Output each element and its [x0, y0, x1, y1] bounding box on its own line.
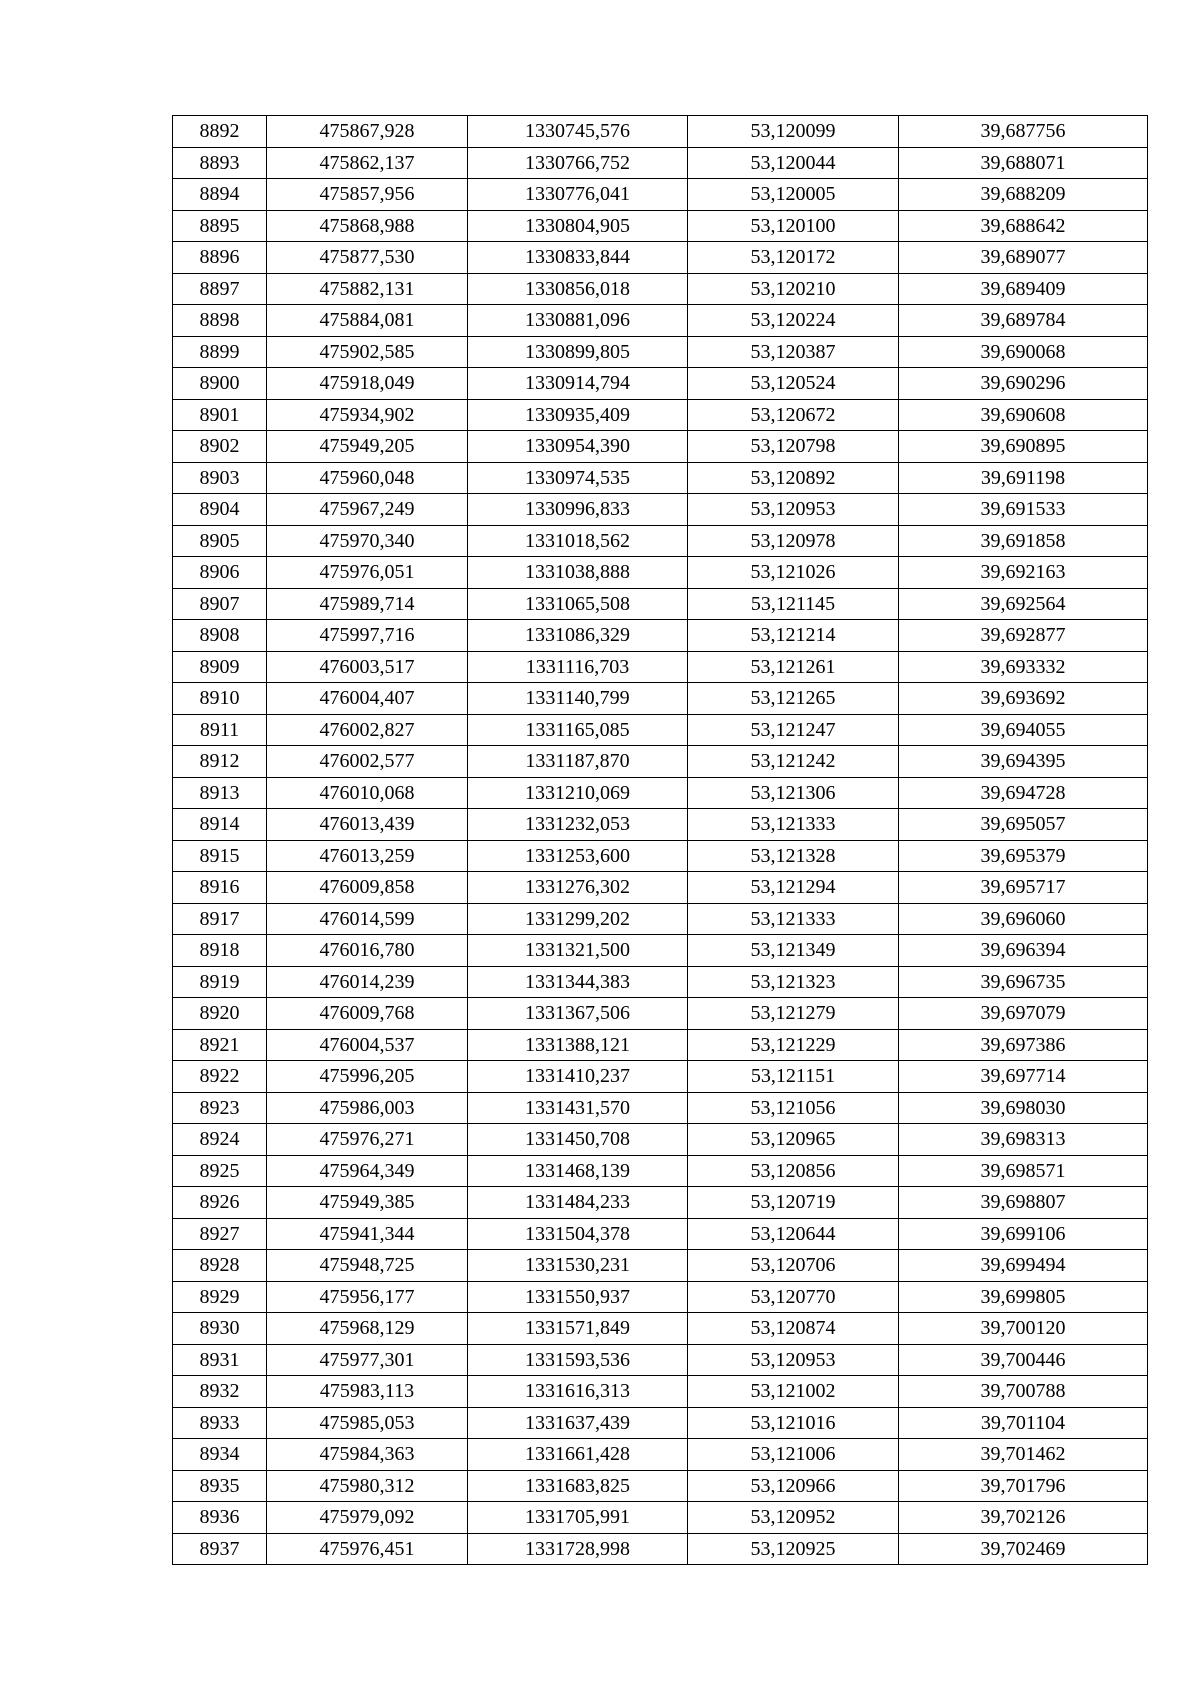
- table-row: [173, 242, 1148, 274]
- longitude-cell: 39,689784: [899, 305, 1148, 337]
- y-coordinate-cell: 1331344,383: [468, 966, 688, 998]
- longitude-cell: 39,688209: [899, 179, 1148, 211]
- latitude-cell: 53,120387: [688, 336, 899, 368]
- y-coordinate-cell: 1331187,870: [468, 746, 688, 778]
- y-coordinate-cell: 1331431,570: [468, 1092, 688, 1124]
- y-coordinate-cell: 1331086,329: [468, 620, 688, 652]
- table-row: [173, 1313, 1148, 1345]
- longitude-cell: 39,694728: [899, 777, 1148, 809]
- point-number-cell: 8912: [173, 746, 267, 778]
- y-coordinate-cell: 1331410,237: [468, 1061, 688, 1093]
- x-coordinate-cell: 475882,131: [267, 273, 468, 305]
- x-coordinate-cell: 475956,177: [267, 1281, 468, 1313]
- y-coordinate-cell: 1331165,085: [468, 714, 688, 746]
- x-coordinate-cell: 475877,530: [267, 242, 468, 274]
- x-coordinate-cell: 475996,205: [267, 1061, 468, 1093]
- longitude-cell: 39,687756: [899, 116, 1148, 148]
- latitude-cell: 53,121265: [688, 683, 899, 715]
- table-row: [173, 840, 1148, 872]
- table-row: [173, 273, 1148, 305]
- latitude-cell: 53,121145: [688, 588, 899, 620]
- point-number-cell: 8892: [173, 116, 267, 148]
- table-row: [173, 147, 1148, 179]
- y-coordinate-cell: 1331484,233: [468, 1187, 688, 1219]
- x-coordinate-cell: 476014,239: [267, 966, 468, 998]
- point-number-cell: 8897: [173, 273, 267, 305]
- y-coordinate-cell: 1330766,752: [468, 147, 688, 179]
- y-coordinate-cell: 1331571,849: [468, 1313, 688, 1345]
- y-coordinate-cell: 1330856,018: [468, 273, 688, 305]
- table-row: [173, 714, 1148, 746]
- latitude-cell: 53,120100: [688, 210, 899, 242]
- x-coordinate-cell: 475985,053: [267, 1407, 468, 1439]
- coordinates-table: [172, 115, 1148, 1565]
- table-row: [173, 1407, 1148, 1439]
- longitude-cell: 39,697386: [899, 1029, 1148, 1061]
- x-coordinate-cell: 475976,271: [267, 1124, 468, 1156]
- y-coordinate-cell: 1331661,428: [468, 1439, 688, 1471]
- longitude-cell: 39,692163: [899, 557, 1148, 589]
- longitude-cell: 39,702469: [899, 1533, 1148, 1565]
- longitude-cell: 39,701462: [899, 1439, 1148, 1471]
- longitude-cell: 39,691858: [899, 525, 1148, 557]
- longitude-cell: 39,701796: [899, 1470, 1148, 1502]
- latitude-cell: 53,120099: [688, 116, 899, 148]
- x-coordinate-cell: 476009,858: [267, 872, 468, 904]
- x-coordinate-cell: 476002,827: [267, 714, 468, 746]
- table-row: [173, 1281, 1148, 1313]
- point-number-cell: 8934: [173, 1439, 267, 1471]
- table-row: [173, 494, 1148, 526]
- y-coordinate-cell: 1331468,139: [468, 1155, 688, 1187]
- point-number-cell: 8910: [173, 683, 267, 715]
- point-number-cell: 8920: [173, 998, 267, 1030]
- point-number-cell: 8896: [173, 242, 267, 274]
- table-row: [173, 1533, 1148, 1565]
- point-number-cell: 8918: [173, 935, 267, 967]
- latitude-cell: 53,121002: [688, 1376, 899, 1408]
- table-row: [173, 1250, 1148, 1282]
- point-number-cell: 8903: [173, 462, 267, 494]
- latitude-cell: 53,121294: [688, 872, 899, 904]
- x-coordinate-cell: 476003,517: [267, 651, 468, 683]
- x-coordinate-cell: 475918,049: [267, 368, 468, 400]
- y-coordinate-cell: 1331018,562: [468, 525, 688, 557]
- table-row: [173, 1470, 1148, 1502]
- y-coordinate-cell: 1331705,991: [468, 1502, 688, 1534]
- table-row: [173, 966, 1148, 998]
- latitude-cell: 53,120672: [688, 399, 899, 431]
- latitude-cell: 53,120172: [688, 242, 899, 274]
- latitude-cell: 53,120953: [688, 494, 899, 526]
- latitude-cell: 53,120856: [688, 1155, 899, 1187]
- x-coordinate-cell: 475968,129: [267, 1313, 468, 1345]
- x-coordinate-cell: 475989,714: [267, 588, 468, 620]
- point-number-cell: 8902: [173, 431, 267, 463]
- y-coordinate-cell: 1331038,888: [468, 557, 688, 589]
- table-row: [173, 179, 1148, 211]
- y-coordinate-cell: 1330954,390: [468, 431, 688, 463]
- table-row: [173, 210, 1148, 242]
- y-coordinate-cell: 1330996,833: [468, 494, 688, 526]
- x-coordinate-cell: 475986,003: [267, 1092, 468, 1124]
- table-row: [173, 525, 1148, 557]
- table-row: [173, 305, 1148, 337]
- point-number-cell: 8926: [173, 1187, 267, 1219]
- longitude-cell: 39,692877: [899, 620, 1148, 652]
- table-row: [173, 746, 1148, 778]
- y-coordinate-cell: 1330804,905: [468, 210, 688, 242]
- point-number-cell: 8915: [173, 840, 267, 872]
- latitude-cell: 53,121247: [688, 714, 899, 746]
- longitude-cell: 39,693692: [899, 683, 1148, 715]
- x-coordinate-cell: 475868,988: [267, 210, 468, 242]
- x-coordinate-cell: 475948,725: [267, 1250, 468, 1282]
- table-row: [173, 462, 1148, 494]
- point-number-cell: 8937: [173, 1533, 267, 1565]
- y-coordinate-cell: 1330881,096: [468, 305, 688, 337]
- longitude-cell: 39,689409: [899, 273, 1148, 305]
- longitude-cell: 39,697079: [899, 998, 1148, 1030]
- y-coordinate-cell: 1330745,576: [468, 116, 688, 148]
- table-row: [173, 683, 1148, 715]
- latitude-cell: 53,121323: [688, 966, 899, 998]
- point-number-cell: 8899: [173, 336, 267, 368]
- table-row: [173, 777, 1148, 809]
- x-coordinate-cell: 475983,113: [267, 1376, 468, 1408]
- longitude-cell: 39,692564: [899, 588, 1148, 620]
- y-coordinate-cell: 1331616,313: [468, 1376, 688, 1408]
- point-number-cell: 8921: [173, 1029, 267, 1061]
- x-coordinate-cell: 476010,068: [267, 777, 468, 809]
- point-number-cell: 8935: [173, 1470, 267, 1502]
- latitude-cell: 53,120210: [688, 273, 899, 305]
- longitude-cell: 39,701104: [899, 1407, 1148, 1439]
- point-number-cell: 8923: [173, 1092, 267, 1124]
- y-coordinate-cell: 1331299,202: [468, 903, 688, 935]
- table-row: [173, 809, 1148, 841]
- longitude-cell: 39,698313: [899, 1124, 1148, 1156]
- y-coordinate-cell: 1330833,844: [468, 242, 688, 274]
- table-row: [173, 557, 1148, 589]
- longitude-cell: 39,693332: [899, 651, 1148, 683]
- longitude-cell: 39,697714: [899, 1061, 1148, 1093]
- point-number-cell: 8898: [173, 305, 267, 337]
- table-row: [173, 651, 1148, 683]
- point-number-cell: 8906: [173, 557, 267, 589]
- latitude-cell: 53,120874: [688, 1313, 899, 1345]
- latitude-cell: 53,120978: [688, 525, 899, 557]
- longitude-cell: 39,691533: [899, 494, 1148, 526]
- x-coordinate-cell: 476002,577: [267, 746, 468, 778]
- latitude-cell: 53,121333: [688, 809, 899, 841]
- latitude-cell: 53,120770: [688, 1281, 899, 1313]
- x-coordinate-cell: 475979,092: [267, 1502, 468, 1534]
- latitude-cell: 53,120644: [688, 1218, 899, 1250]
- latitude-cell: 53,121026: [688, 557, 899, 589]
- longitude-cell: 39,694395: [899, 746, 1148, 778]
- x-coordinate-cell: 476004,407: [267, 683, 468, 715]
- longitude-cell: 39,690895: [899, 431, 1148, 463]
- x-coordinate-cell: 476013,439: [267, 809, 468, 841]
- point-number-cell: 8909: [173, 651, 267, 683]
- table-row: [173, 1344, 1148, 1376]
- longitude-cell: 39,688071: [899, 147, 1148, 179]
- point-number-cell: 8913: [173, 777, 267, 809]
- table-row: [173, 1502, 1148, 1534]
- latitude-cell: 53,120524: [688, 368, 899, 400]
- point-number-cell: 8914: [173, 809, 267, 841]
- point-number-cell: 8930: [173, 1313, 267, 1345]
- table-row: [173, 1124, 1148, 1156]
- point-number-cell: 8922: [173, 1061, 267, 1093]
- y-coordinate-cell: 1331210,069: [468, 777, 688, 809]
- latitude-cell: 53,121261: [688, 651, 899, 683]
- y-coordinate-cell: 1330899,805: [468, 336, 688, 368]
- x-coordinate-cell: 476009,768: [267, 998, 468, 1030]
- latitude-cell: 53,120925: [688, 1533, 899, 1565]
- latitude-cell: 53,120706: [688, 1250, 899, 1282]
- table-row: [173, 1061, 1148, 1093]
- y-coordinate-cell: 1331253,600: [468, 840, 688, 872]
- x-coordinate-cell: 475977,301: [267, 1344, 468, 1376]
- point-number-cell: 8901: [173, 399, 267, 431]
- table-row: [173, 116, 1148, 148]
- point-number-cell: 8905: [173, 525, 267, 557]
- table-row: [173, 1155, 1148, 1187]
- table-row: [173, 935, 1148, 967]
- longitude-cell: 39,691198: [899, 462, 1148, 494]
- y-coordinate-cell: 1331065,508: [468, 588, 688, 620]
- x-coordinate-cell: 475902,585: [267, 336, 468, 368]
- x-coordinate-cell: 475964,349: [267, 1155, 468, 1187]
- longitude-cell: 39,700120: [899, 1313, 1148, 1345]
- y-coordinate-cell: 1331276,302: [468, 872, 688, 904]
- table-row: [173, 1439, 1148, 1471]
- point-number-cell: 8908: [173, 620, 267, 652]
- longitude-cell: 39,690608: [899, 399, 1148, 431]
- latitude-cell: 53,120224: [688, 305, 899, 337]
- point-number-cell: 8916: [173, 872, 267, 904]
- x-coordinate-cell: 475997,716: [267, 620, 468, 652]
- longitude-cell: 39,702126: [899, 1502, 1148, 1534]
- point-number-cell: 8907: [173, 588, 267, 620]
- y-coordinate-cell: 1331683,825: [468, 1470, 688, 1502]
- point-number-cell: 8929: [173, 1281, 267, 1313]
- latitude-cell: 53,121242: [688, 746, 899, 778]
- longitude-cell: 39,696060: [899, 903, 1148, 935]
- latitude-cell: 53,121279: [688, 998, 899, 1030]
- table-row: [173, 903, 1148, 935]
- table-row: [173, 431, 1148, 463]
- x-coordinate-cell: 476004,537: [267, 1029, 468, 1061]
- latitude-cell: 53,120005: [688, 179, 899, 211]
- point-number-cell: 8924: [173, 1124, 267, 1156]
- latitude-cell: 53,120952: [688, 1502, 899, 1534]
- y-coordinate-cell: 1330914,794: [468, 368, 688, 400]
- point-number-cell: 8904: [173, 494, 267, 526]
- point-number-cell: 8895: [173, 210, 267, 242]
- x-coordinate-cell: 476016,780: [267, 935, 468, 967]
- x-coordinate-cell: 475867,928: [267, 116, 468, 148]
- longitude-cell: 39,698030: [899, 1092, 1148, 1124]
- latitude-cell: 53,121056: [688, 1092, 899, 1124]
- point-number-cell: 8932: [173, 1376, 267, 1408]
- longitude-cell: 39,690068: [899, 336, 1148, 368]
- point-number-cell: 8900: [173, 368, 267, 400]
- coordinates-table-body: [173, 116, 1148, 1565]
- latitude-cell: 53,121151: [688, 1061, 899, 1093]
- table-row: [173, 1092, 1148, 1124]
- y-coordinate-cell: 1330974,535: [468, 462, 688, 494]
- latitude-cell: 53,120719: [688, 1187, 899, 1219]
- latitude-cell: 53,120798: [688, 431, 899, 463]
- y-coordinate-cell: 1331530,231: [468, 1250, 688, 1282]
- latitude-cell: 53,121333: [688, 903, 899, 935]
- table-row: [173, 998, 1148, 1030]
- longitude-cell: 39,696394: [899, 935, 1148, 967]
- y-coordinate-cell: 1331388,121: [468, 1029, 688, 1061]
- y-coordinate-cell: 1331140,799: [468, 683, 688, 715]
- latitude-cell: 53,120966: [688, 1470, 899, 1502]
- latitude-cell: 53,121016: [688, 1407, 899, 1439]
- latitude-cell: 53,121214: [688, 620, 899, 652]
- x-coordinate-cell: 475949,385: [267, 1187, 468, 1219]
- x-coordinate-cell: 475976,451: [267, 1533, 468, 1565]
- x-coordinate-cell: 475984,363: [267, 1439, 468, 1471]
- longitude-cell: 39,698571: [899, 1155, 1148, 1187]
- latitude-cell: 53,120044: [688, 147, 899, 179]
- point-number-cell: 8893: [173, 147, 267, 179]
- point-number-cell: 8936: [173, 1502, 267, 1534]
- x-coordinate-cell: 475976,051: [267, 557, 468, 589]
- latitude-cell: 53,120965: [688, 1124, 899, 1156]
- longitude-cell: 39,699805: [899, 1281, 1148, 1313]
- longitude-cell: 39,689077: [899, 242, 1148, 274]
- longitude-cell: 39,700788: [899, 1376, 1148, 1408]
- point-number-cell: 8933: [173, 1407, 267, 1439]
- y-coordinate-cell: 1330935,409: [468, 399, 688, 431]
- longitude-cell: 39,688642: [899, 210, 1148, 242]
- point-number-cell: 8894: [173, 179, 267, 211]
- x-coordinate-cell: 475941,344: [267, 1218, 468, 1250]
- longitude-cell: 39,700446: [899, 1344, 1148, 1376]
- longitude-cell: 39,690296: [899, 368, 1148, 400]
- y-coordinate-cell: 1331232,053: [468, 809, 688, 841]
- point-number-cell: 8928: [173, 1250, 267, 1282]
- table-row: [173, 1187, 1148, 1219]
- table-row: [173, 872, 1148, 904]
- x-coordinate-cell: 475857,956: [267, 179, 468, 211]
- y-coordinate-cell: 1331504,378: [468, 1218, 688, 1250]
- x-coordinate-cell: 476014,599: [267, 903, 468, 935]
- latitude-cell: 53,121306: [688, 777, 899, 809]
- point-number-cell: 8927: [173, 1218, 267, 1250]
- x-coordinate-cell: 475967,249: [267, 494, 468, 526]
- latitude-cell: 53,121349: [688, 935, 899, 967]
- y-coordinate-cell: 1331637,439: [468, 1407, 688, 1439]
- longitude-cell: 39,694055: [899, 714, 1148, 746]
- longitude-cell: 39,699106: [899, 1218, 1148, 1250]
- x-coordinate-cell: 475980,312: [267, 1470, 468, 1502]
- point-number-cell: 8917: [173, 903, 267, 935]
- y-coordinate-cell: 1331550,937: [468, 1281, 688, 1313]
- latitude-cell: 53,121229: [688, 1029, 899, 1061]
- y-coordinate-cell: 1331116,703: [468, 651, 688, 683]
- latitude-cell: 53,121328: [688, 840, 899, 872]
- table-row: [173, 620, 1148, 652]
- x-coordinate-cell: 475949,205: [267, 431, 468, 463]
- longitude-cell: 39,695057: [899, 809, 1148, 841]
- x-coordinate-cell: 475970,340: [267, 525, 468, 557]
- table-row: [173, 588, 1148, 620]
- point-number-cell: 8931: [173, 1344, 267, 1376]
- table-row: [173, 1029, 1148, 1061]
- y-coordinate-cell: 1330776,041: [468, 179, 688, 211]
- y-coordinate-cell: 1331367,506: [468, 998, 688, 1030]
- longitude-cell: 39,698807: [899, 1187, 1148, 1219]
- table-row: [173, 368, 1148, 400]
- point-number-cell: 8925: [173, 1155, 267, 1187]
- longitude-cell: 39,695717: [899, 872, 1148, 904]
- x-coordinate-cell: 476013,259: [267, 840, 468, 872]
- latitude-cell: 53,120953: [688, 1344, 899, 1376]
- y-coordinate-cell: 1331450,708: [468, 1124, 688, 1156]
- x-coordinate-cell: 475884,081: [267, 305, 468, 337]
- x-coordinate-cell: 475934,902: [267, 399, 468, 431]
- table-row: [173, 1376, 1148, 1408]
- y-coordinate-cell: 1331321,500: [468, 935, 688, 967]
- latitude-cell: 53,121006: [688, 1439, 899, 1471]
- longitude-cell: 39,696735: [899, 966, 1148, 998]
- longitude-cell: 39,699494: [899, 1250, 1148, 1282]
- x-coordinate-cell: 475960,048: [267, 462, 468, 494]
- table-row: [173, 1218, 1148, 1250]
- x-coordinate-cell: 475862,137: [267, 147, 468, 179]
- point-number-cell: 8919: [173, 966, 267, 998]
- latitude-cell: 53,120892: [688, 462, 899, 494]
- table-row: [173, 399, 1148, 431]
- longitude-cell: 39,695379: [899, 840, 1148, 872]
- point-number-cell: 8911: [173, 714, 267, 746]
- table-row: [173, 336, 1148, 368]
- y-coordinate-cell: 1331728,998: [468, 1533, 688, 1565]
- y-coordinate-cell: 1331593,536: [468, 1344, 688, 1376]
